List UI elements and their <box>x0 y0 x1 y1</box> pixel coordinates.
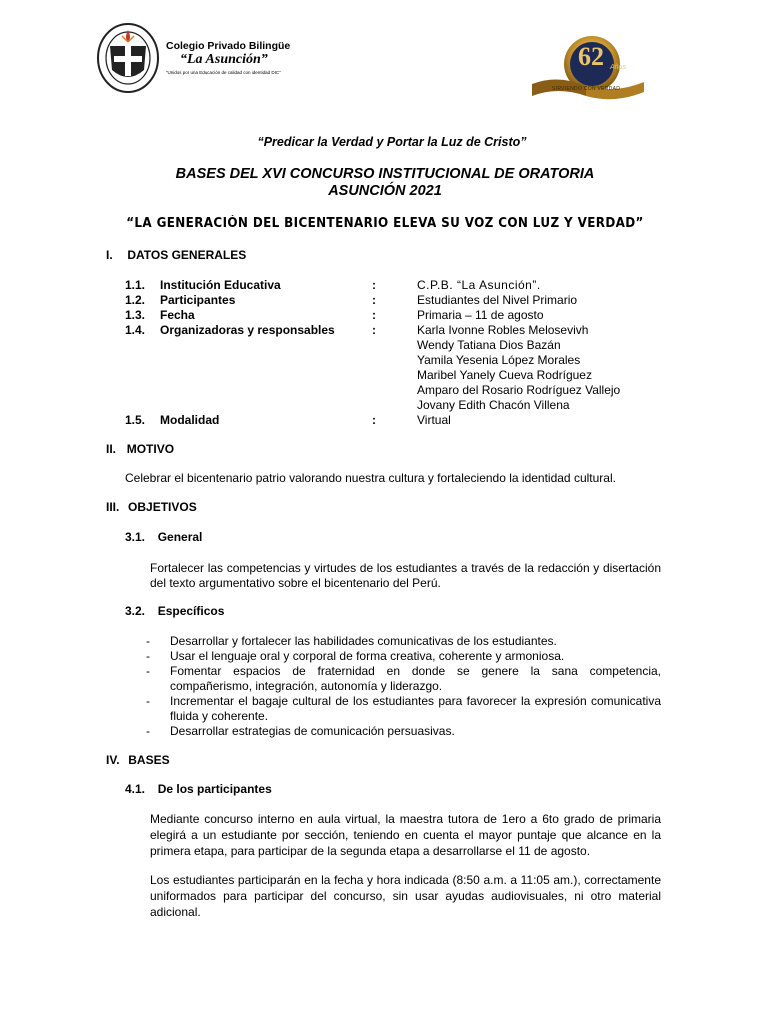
bullet-dash: - <box>146 724 150 738</box>
section-title: MOTIVO <box>126 442 175 456</box>
organizer-name: Amparo del Rosario Rodríguez Vallejo <box>417 383 621 397</box>
row-value: Virtual <box>417 413 451 427</box>
row-label: Modalidad <box>160 413 220 427</box>
datos-table <box>125 278 645 428</box>
datos-row <box>125 413 645 428</box>
section-title: DATOS GENERALES <box>127 248 247 262</box>
subsection-title: De los participantes <box>157 782 272 796</box>
bullet-dash: - <box>146 649 150 663</box>
section-title: OBJETIVOS <box>128 500 197 514</box>
row-colon: : <box>372 323 376 337</box>
subsection-heading-general <box>125 530 202 544</box>
specific-objectives-list <box>146 634 661 739</box>
section-heading-datos <box>106 248 246 262</box>
organizer-name: Jovany Edith Chacón Villena <box>417 398 570 412</box>
datos-row <box>125 278 645 293</box>
anniversary-number: 62 <box>578 42 604 71</box>
organizer-name: Maribel Yanely Cueva Rodríguez <box>417 368 592 382</box>
section-number: III. <box>106 500 120 514</box>
list-item-text: Desarrollar y fortalecer las habilidades comunicativas de los estudiantes. <box>170 634 557 648</box>
school-script-name: “La Asunción” <box>180 52 268 67</box>
row-number: 1.1. <box>125 278 146 292</box>
row-value: C.P.B. “La Asunción”. <box>417 278 541 292</box>
participants-paragraph-2: Los estudiantes participarán en la fecha y hora indicada (8:50 a.m. a 11:05 am.), correctamente uniformados para participar del concurso, sin usar ayudas audiovisuales, ni otro material adicional. <box>150 873 661 919</box>
row-label: Participantes <box>160 293 236 307</box>
list-item <box>146 694 661 724</box>
school-tagline: “Unidos por una Educación de calidad con identidad DIC” <box>166 70 281 75</box>
section-heading-bases <box>106 753 170 767</box>
section-number: I. <box>106 248 113 262</box>
organizer-name: Karla Ivonne Robles Melosevivh <box>417 323 589 337</box>
row-colon: : <box>372 293 376 307</box>
list-item-text: Fomentar espacios de fraternidad en donde se genere la sana competencia, compañerismo, integración, autonomía y liderazgo. <box>170 664 661 693</box>
list-item <box>146 664 661 694</box>
school-crest-icon <box>96 22 160 94</box>
row-value: Estudiantes del Nivel Primario <box>417 293 578 307</box>
row-value: Primaria – 11 de agosto <box>417 308 544 322</box>
row-number: 1.5. <box>125 413 146 427</box>
row-number: 1.2. <box>125 293 146 307</box>
school-logo <box>96 22 160 94</box>
title-line-2: ASUNCIÓN 2021 <box>328 183 442 199</box>
anniversary-ribbon-text: SIRVIENDO CON VERDAD <box>552 86 621 92</box>
row-number: 1.3. <box>125 308 146 322</box>
row-colon: : <box>372 278 376 292</box>
theme: “LA GENERACIÓN DEL BICENTENARIO ELEVA SU VOZ CON LUZ Y VERDAD” <box>126 216 644 231</box>
row-label: Fecha <box>160 308 195 322</box>
row-colon: : <box>372 308 376 322</box>
row-colon: : <box>372 413 376 427</box>
organizers-list <box>417 323 620 413</box>
list-item <box>146 724 661 739</box>
subsection-heading-participantes <box>125 782 272 796</box>
section-title: BASES <box>128 753 170 767</box>
subsection-title: General <box>157 530 203 544</box>
subsection-number: 4.1. <box>125 782 146 796</box>
section-heading-objetivos <box>106 500 197 514</box>
datos-row <box>125 323 645 412</box>
participants-paragraph-1: Mediante concurso interno en aula virtual, la maestra tutora de 1ero a 6to grado de primaria elegirá a un estudiante por sección, teniendo en cuenta el mayor puntaje que alcance en la primera etapa, para participar de la segunda etapa a desarrollarse el 11 de agosto. <box>150 812 661 858</box>
title-line-1: BASES DEL XVI CONCURSO INSTITUCIONAL DE ORATORIA <box>175 166 595 182</box>
row-label: Organizadoras y responsables <box>160 323 335 337</box>
list-item-text: Usar el lenguaje oral y corporal de forma creativa, coherente y armoniosa. <box>170 649 565 663</box>
subsection-number: 3.1. <box>125 530 146 544</box>
general-objective-text: Fortalecer las competencias y virtudes de los estudiantes a través de la redacción y disertación del texto argumentativo sobre el bicentenario del Perú. <box>150 561 661 590</box>
subsection-heading-especificos <box>125 604 224 618</box>
motivo-text: Celebrar el bicentenario patrio valorando nuestra cultura y fortaleciendo la identidad cultural. <box>125 471 616 485</box>
section-number: IV. <box>106 753 120 767</box>
list-item <box>146 634 661 649</box>
motto: “Predicar la Verdad y Portar la Luz de Cristo” <box>257 135 527 149</box>
list-item-text: Incrementar el bagaje cultural de los estudiantes para favorecer la expresión comunicativa fluida y coherente. <box>170 694 661 723</box>
subsection-number: 3.2. <box>125 604 146 618</box>
datos-row <box>125 308 645 323</box>
anniversary-word: Años <box>610 64 626 71</box>
row-label: Institución Educativa <box>160 278 281 292</box>
row-number: 1.4. <box>125 323 146 337</box>
bullet-dash: - <box>146 694 150 708</box>
datos-row <box>125 293 645 308</box>
list-item-text: Desarrollar estrategias de comunicación persuasivas. <box>170 724 455 738</box>
organizer-name: Wendy Tatiana Dios Bazán <box>417 338 561 352</box>
section-heading-motivo <box>106 442 174 456</box>
bullet-dash: - <box>146 634 150 648</box>
organizer-name: Yamila Yesenia López Morales <box>417 353 581 367</box>
bullet-dash: - <box>146 664 150 678</box>
school-name: Colegio Privado Bilingüe <box>166 40 291 52</box>
list-item <box>146 649 661 664</box>
section-number: II. <box>106 442 117 456</box>
subsection-title: Específicos <box>157 604 225 618</box>
